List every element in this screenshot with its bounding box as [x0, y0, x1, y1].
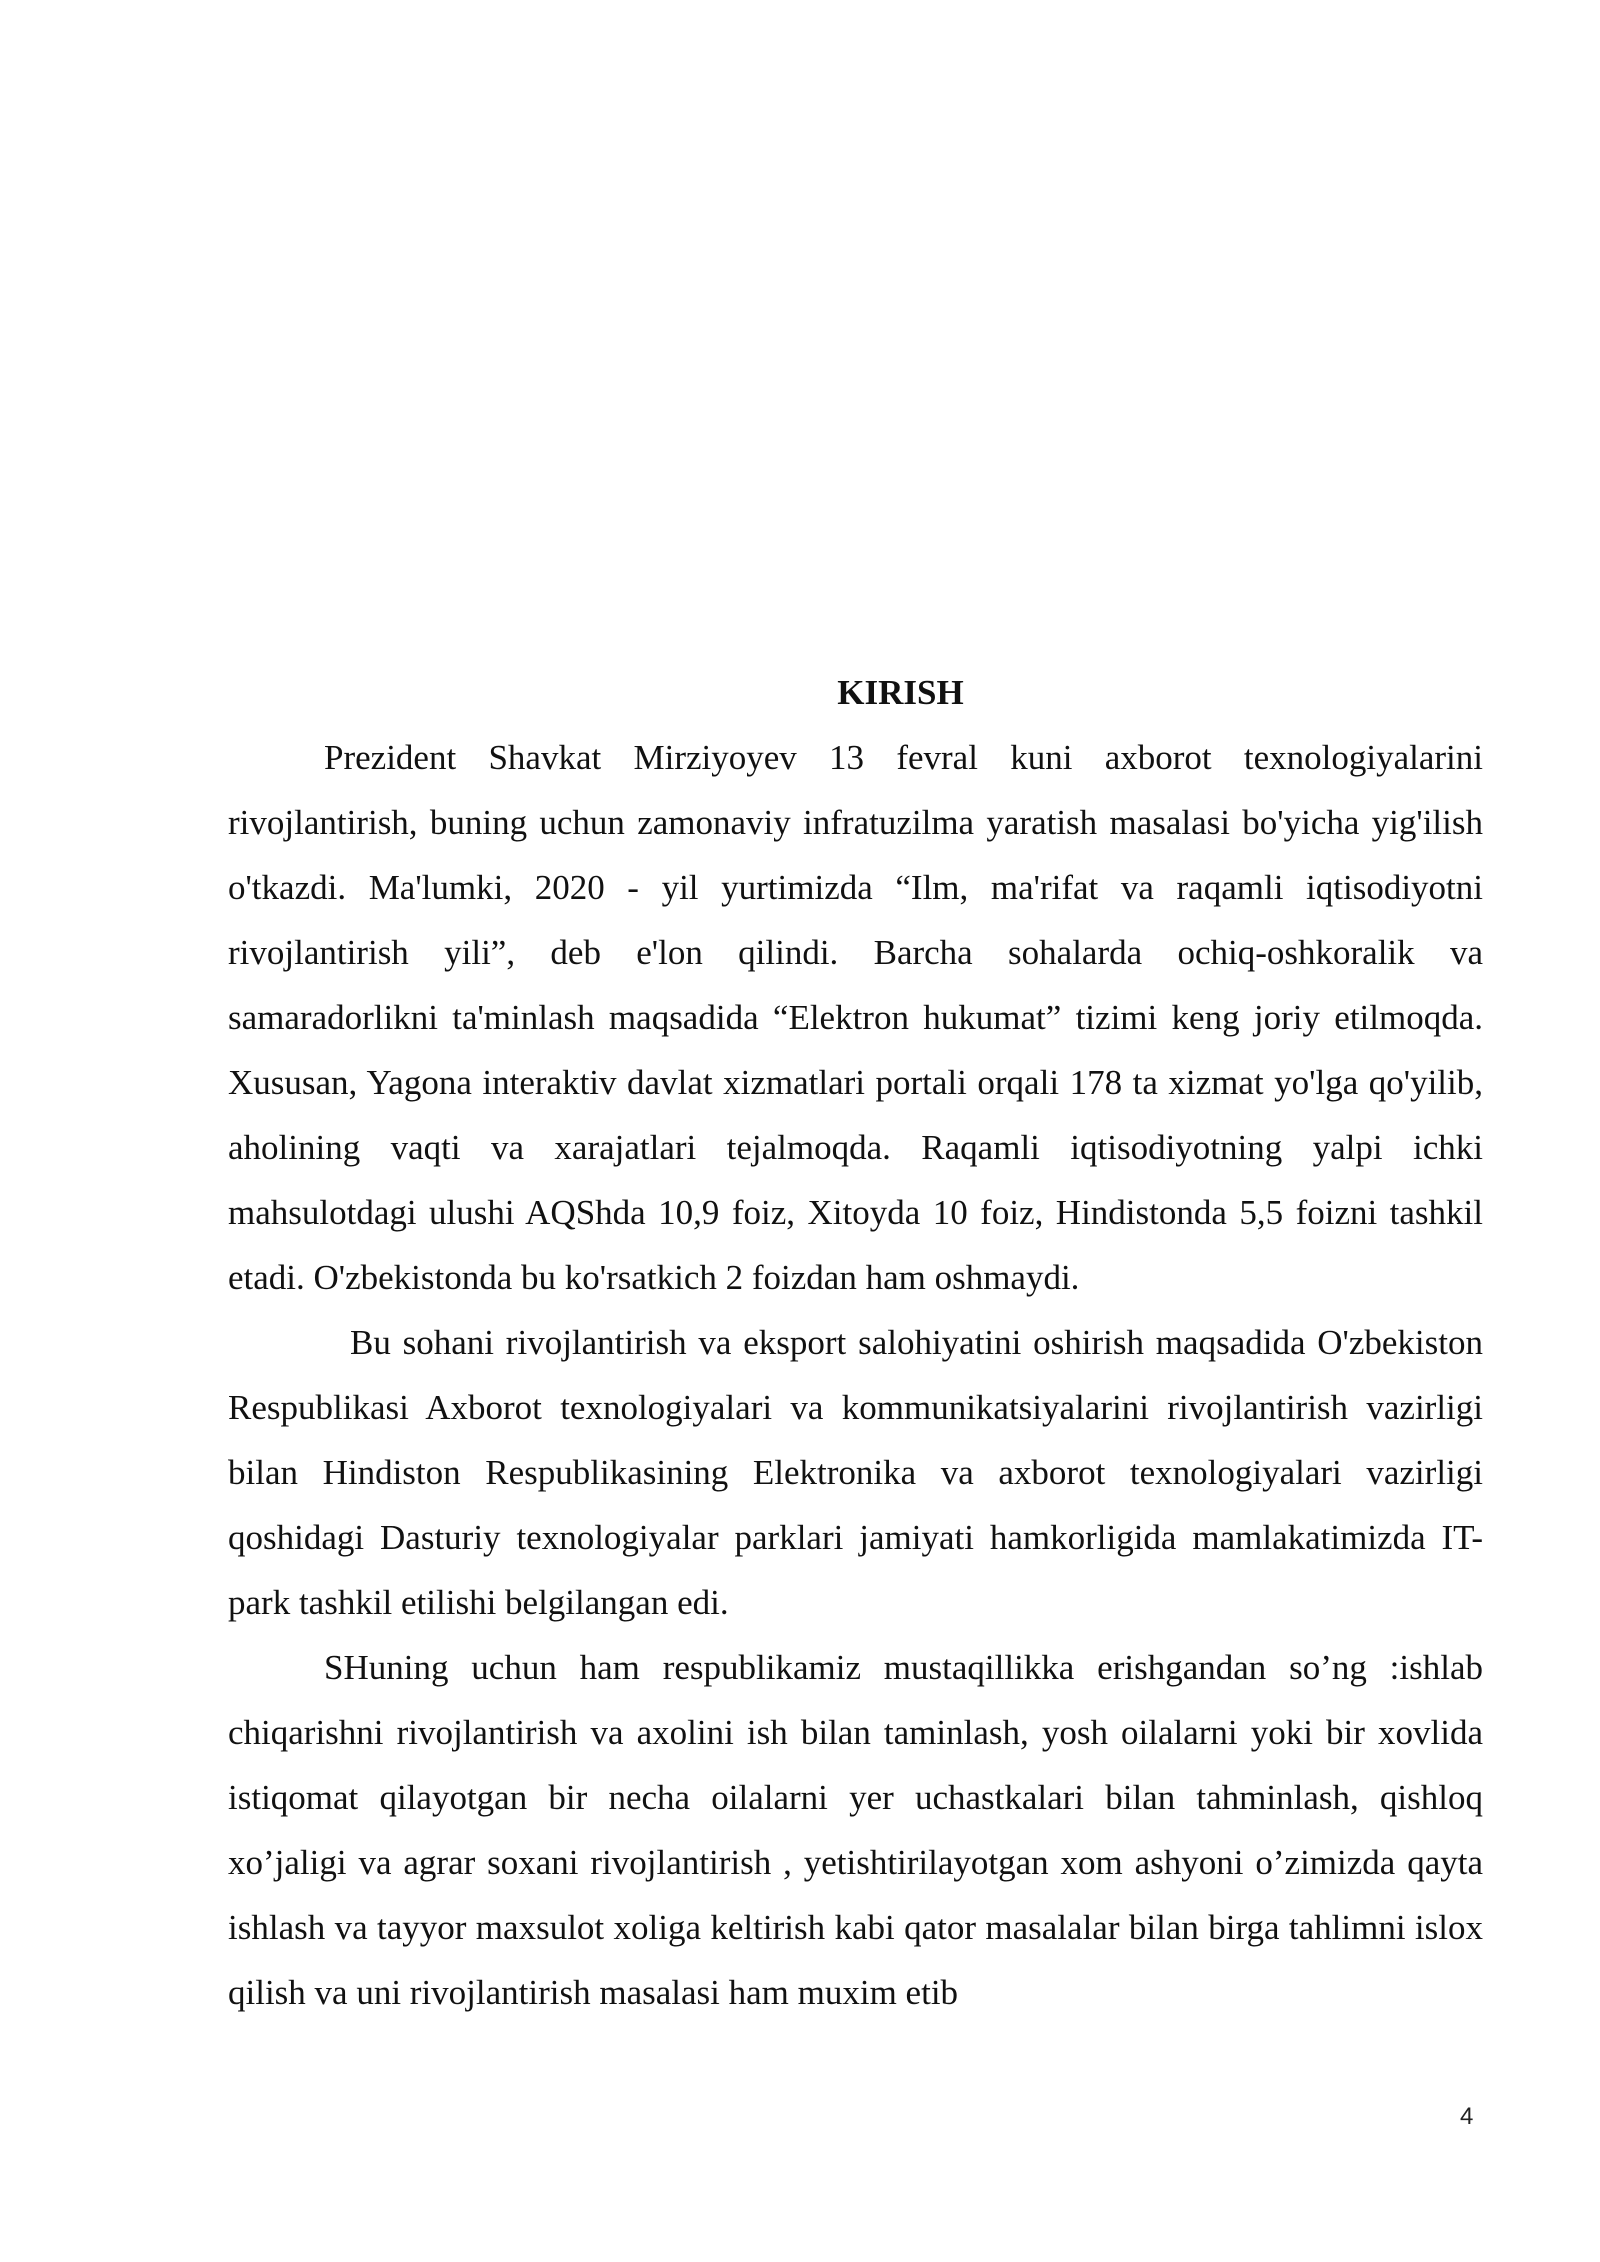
paragraph-2: Bu sohani rivojlantirish va eksport salohiyatini oshirish maqsadida O'zbekiston Respublikasi Axborot texnologiyalari va kommunikatsiyalarini rivojlantirish vazirligi bilan Hindiston Respublikasining Elektronika va axborot texnologiyalari vazirligi qoshidagi Dasturiy texnologiyalar parklari jamiyati hamkorligida mamlakatimizda IT-park tashkil etilishi belgilangan edi. [228, 1323, 1483, 1622]
page-number: 4 [1460, 2103, 1474, 2130]
section-title: KIRISH [837, 673, 964, 712]
paragraph-1: Prezident Shavkat Mirziyoyev 13 fevral kuni axborot texnologiyalarini rivojlantirish, buning uchun zamonaviy infratuzilma yaratish masalasi bo'yicha yig'ilish o'tkazdi. Ma'lumki, 2020 - yil yurtimizda “Ilm, ma'rifat va raqamli iqtisodiyotni rivojlantirish yili”, deb e'lon qilindi. Barcha sohalarda ochiq-oshkoralik va samaradorlikni ta'minlash maqsadida “Elektron hukumat” tizimi keng joriy etilmoqda. Xususan, Yagona interaktiv davlat xizmatlari portali orqali 178 ta xizmat yo'lga qo'yilib, aholining vaqti va xarajatlari tejalmoqda. Raqamli iqtisodiyotning yalpi ichki mahsulotdagi ulushi AQShda 10,9 foiz, Xitoyda 10 foiz, Hindistonda 5,5 foizni tashkil etadi. O'zbekistonda bu ko'rsatkich 2 foizdan ham oshmaydi. [228, 738, 1483, 1297]
page-content [228, 660, 1483, 2025]
paragraph-3: SHuning uchun ham respublikamiz mustaqillikka erishgandan so’ng :ishlab chiqarishni rivojlantirish va axolini ish bilan taminlash, yosh oilalarni yoki bir xovlida istiqomat qilayotgan bir necha oilalarni yer uchastkalari bilan tahminlash, qishloq xo’jaligi va agrar soxani rivojlantirish , yetishtirilayotgan xom ashyoni o’zimizda qayta ishlash va tayyor maxsulot xoliga keltirish kabi qator masalalar bilan birga tahlimni islox qilish va uni rivojlantirish masalasi ham muxim etib [228, 1648, 1483, 2012]
